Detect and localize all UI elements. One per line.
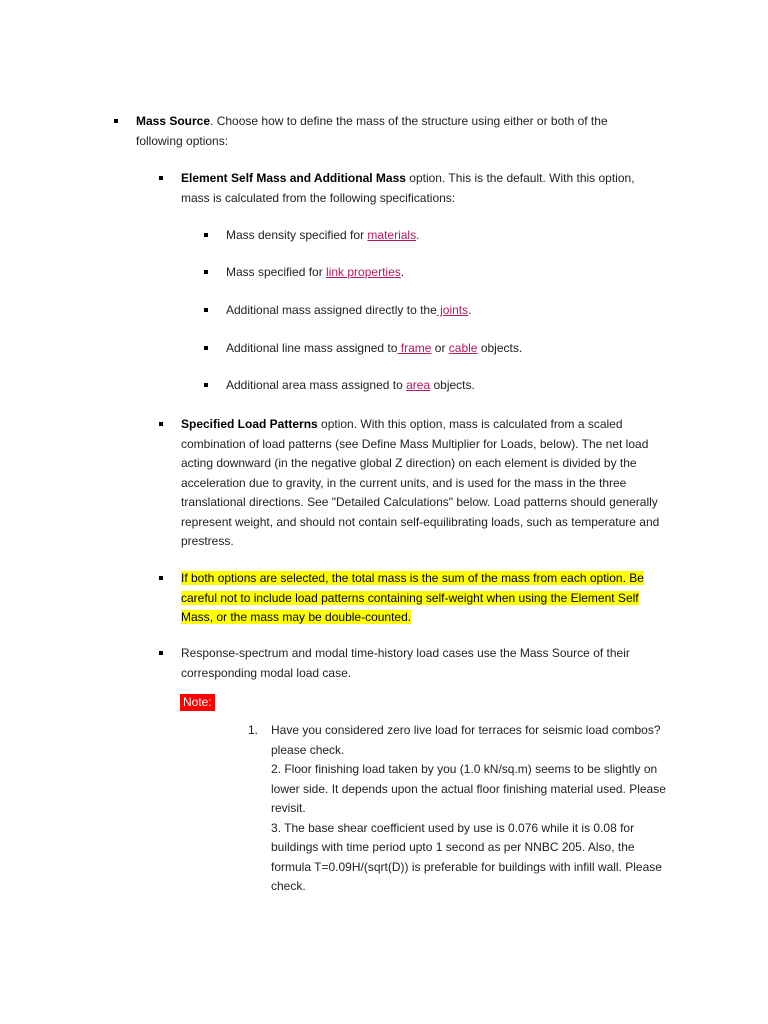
area-link[interactable]: area xyxy=(406,378,431,392)
frame-link[interactable]: frame xyxy=(397,341,432,355)
element-self-mass-title: Element Self Mass and Additional Mass xyxy=(181,171,406,185)
specified-load-patterns-text: option. With this option, mass is calculated from a scaled combination of load patterns (see Define Mass Multiplier for Loads, below). The net load acting downward (in the negative global Z direction) on each element is divided by the acceleration due to gravity, in the current units, and is used for the mass in the three translational directions. See "Detailed Calculations" below. Load patterns should generally represent weight, and should not contain self-equilibrating loads, such as temperature and prestress. xyxy=(181,417,660,548)
mass-source-title: Mass Source xyxy=(136,114,211,128)
highlighted-paragraph xyxy=(181,569,671,628)
materials-link[interactable]: materials xyxy=(367,228,417,242)
note-paragraph-2: 2. Floor finishing load taken by you (1.0 kN/sq.m) seems to be slightly on lower side. It depends upon the actual floor finishing material used. Please revisit. xyxy=(271,762,666,815)
note-label: Note: xyxy=(180,694,215,711)
note-content xyxy=(271,721,666,897)
highlighted-note-text: If both options are selected, the total mass is the sum of the mass from each option. Be careful not to include load patterns containing self-weight when using the Element Self Mass, or the mass may be double-counted. xyxy=(181,571,644,624)
response-spectrum-paragraph xyxy=(181,644,661,683)
spec-text: Additional mass assigned directly to the xyxy=(226,303,437,317)
spec-item-frame-cable xyxy=(226,339,666,359)
mass-source-intro: . Choose how to define the mass of the structure using either or both of the following options: xyxy=(136,114,608,148)
spec-item-area xyxy=(226,376,666,396)
bullet-icon xyxy=(114,119,118,123)
spec-text-end: . xyxy=(416,228,420,242)
list-number: 1. xyxy=(248,723,259,737)
note-paragraph-1: Have you considered zero live load for terraces for seismic load combos? please check. xyxy=(271,723,661,757)
spec-item-joints xyxy=(226,301,666,321)
bullet-icon xyxy=(159,422,163,426)
spec-text-end: objects. xyxy=(430,378,475,392)
bullet-icon xyxy=(159,651,163,655)
spec-item-materials xyxy=(226,226,666,246)
bullet-icon xyxy=(204,233,208,237)
spec-text-end: objects. xyxy=(477,341,523,355)
spec-text: Additional area mass assigned to xyxy=(226,378,407,392)
bullet-icon xyxy=(204,270,208,274)
note-paragraph-3: 3. The base shear coefficient used by use is 0.076 while it is 0.08 for buildings with time period upto 1 second as per NNBC 205. Also, the formula T=0.09H/(sqrt(D)) is preferable for buildings with infill wall. Please check. xyxy=(271,820,662,893)
bullet-icon xyxy=(204,346,208,350)
joints-link[interactable]: joints xyxy=(436,303,469,317)
bullet-icon xyxy=(204,308,208,312)
spec-text-end: . xyxy=(400,265,405,279)
spec-text-mid: or xyxy=(431,341,449,355)
spec-item-link-properties xyxy=(226,263,666,283)
spec-text-end: . xyxy=(468,303,472,317)
spec-text: Mass specified for xyxy=(226,265,327,279)
bullet-icon xyxy=(159,576,163,580)
spec-text: Mass density specified for xyxy=(226,228,368,242)
bullet-icon xyxy=(204,383,208,387)
link-properties-link[interactable]: link properties xyxy=(326,265,401,279)
specified-load-patterns-paragraph xyxy=(181,415,666,552)
spec-text: Additional line mass assigned to xyxy=(226,341,398,355)
cable-link[interactable]: cable xyxy=(448,341,478,355)
element-self-mass-text: option. This is the default. With this option, mass is calculated from the following specifications: xyxy=(181,171,635,205)
specified-load-patterns-title: Specified Load Patterns xyxy=(181,417,318,431)
element-self-mass-paragraph xyxy=(181,169,665,208)
response-spectrum-text: Response-spectrum and modal time-history load cases use the Mass Source of their corresponding modal load case. xyxy=(181,646,630,680)
bullet-icon xyxy=(159,176,163,180)
mass-source-paragraph xyxy=(136,112,656,151)
